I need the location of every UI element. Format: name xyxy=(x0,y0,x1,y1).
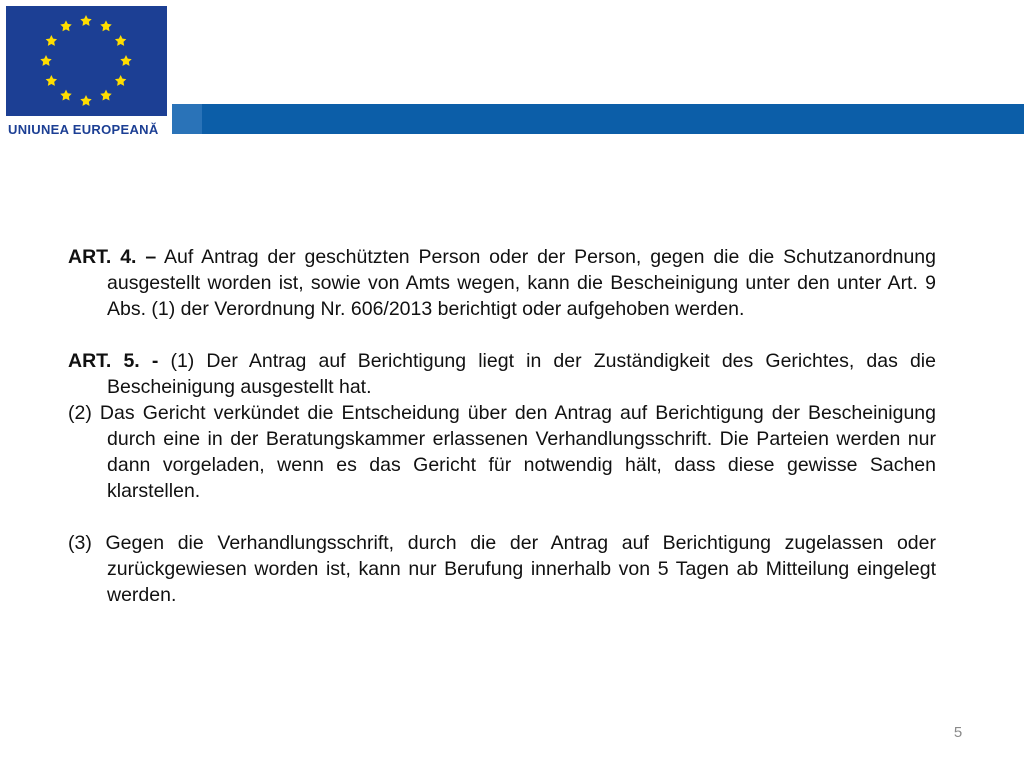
star-icon xyxy=(60,20,71,31)
star-icon xyxy=(100,90,111,101)
star-icon xyxy=(46,35,57,46)
article-4-text: Auf Antrag der geschützten Person oder der Person, gegen die die Schutzanordnung ausgestellt worden ist, sowie von Amts wegen, kann die Bescheinigung unter den unter Art. 9 Abs. (1) der Verordnung Nr. 606/2013 berichtigt oder aufgehoben werden. xyxy=(107,246,937,320)
header-bar-accent xyxy=(172,104,202,134)
page-number: 5 xyxy=(953,724,963,741)
star-icon xyxy=(80,15,91,26)
article-5-paragraph-1 xyxy=(68,348,936,400)
article-4-label: ART. 4. – xyxy=(68,246,157,268)
article-5-paragraph-1-text: (1) Der Antrag auf Berichtigung liegt in der Zuständigkeit des Gerichtes, das die Bescheinigung ausgestellt hat. xyxy=(107,350,936,398)
star-icon xyxy=(80,95,91,106)
star-icon xyxy=(40,55,51,66)
star-icon xyxy=(115,75,126,86)
logo-text: UNIUNEA EUROPEANĂ xyxy=(8,122,159,137)
article-5-paragraph-3: (3) Gegen die Verhandlungsschrift, durch die der Antrag auf Berichtigung zugelassen oder zurückgewiesen worden ist, kann nur Berufung innerhalb von 5 Tagen ab Mitteilung eingelegt werden. xyxy=(68,532,936,606)
star-icon xyxy=(120,55,131,66)
slide-body xyxy=(68,244,936,608)
eu-stars-circle xyxy=(40,15,131,106)
article-4 xyxy=(68,244,936,322)
header-bar xyxy=(172,104,1024,134)
star-icon xyxy=(46,75,57,86)
eu-flag-icon xyxy=(6,6,167,116)
article-5-paragraph-2: (2) Das Gericht verkündet die Entscheidung über den Antrag auf Berichtigung der Bescheinigung durch eine in der Beratungskammer erlassenen Verhandlungsschrift. Die Parteien werden nur dann vorgeladen, wenn es das Gericht für notwendig hält, dass diese gewisse Sachen klarstellen. xyxy=(68,402,936,502)
eu-logo xyxy=(0,0,172,140)
star-icon xyxy=(100,20,111,31)
star-icon xyxy=(60,90,71,101)
star-icon xyxy=(115,35,126,46)
article-5-label: ART. 5. - xyxy=(68,350,159,372)
